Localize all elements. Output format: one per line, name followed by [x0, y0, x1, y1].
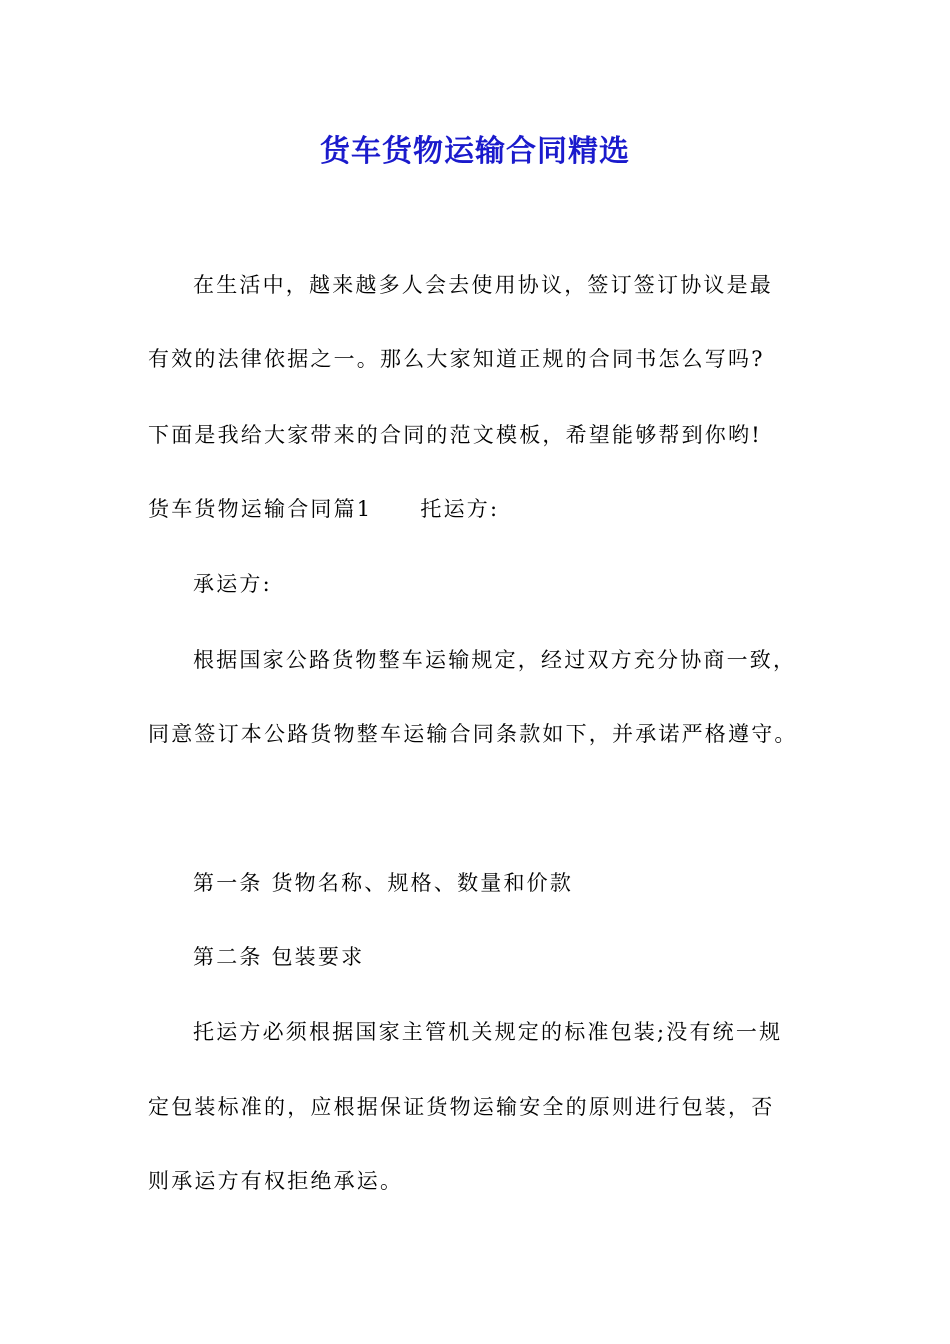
document-title: 货车货物运输合同精选: [320, 134, 630, 169]
article-2-line-1: 托运方必须根据国家主管机关规定的标准包装;没有统一规: [193, 1020, 783, 1044]
article-2-line-3: 则承运方有权拒绝承运。: [148, 1169, 404, 1193]
preamble-line-2: 同意签订本公路货物整车运输合同条款如下，并承诺严格遵守。: [148, 722, 798, 746]
preamble-line-1: 根据国家公路货物整车运输规定，经过双方充分协商一致，: [193, 648, 797, 672]
consignor-label: 托运方:: [420, 497, 500, 521]
intro-line-1: 在生活中，越来越多人会去使用协议，签订签订协议是最: [193, 273, 773, 297]
section-heading: 货车货物运输合同篇1: [148, 497, 373, 521]
intro-line-3: 下面是我给大家带来的合同的范文模板，希望能够帮到你哟!: [148, 423, 762, 447]
article-1-heading: 第一条 货物名称、规格、数量和价款: [193, 871, 574, 895]
section-heading-row: [148, 494, 499, 524]
intro-line-2: 有效的法律依据之一。那么大家知道正规的合同书怎么写吗?: [148, 347, 765, 371]
article-2-heading: 第二条 包装要求: [193, 945, 365, 969]
article-2-line-2: 定包装标准的，应根据保证货物运输安全的原则进行包装，否: [148, 1095, 775, 1119]
carrier-label: 承运方:: [193, 572, 272, 596]
